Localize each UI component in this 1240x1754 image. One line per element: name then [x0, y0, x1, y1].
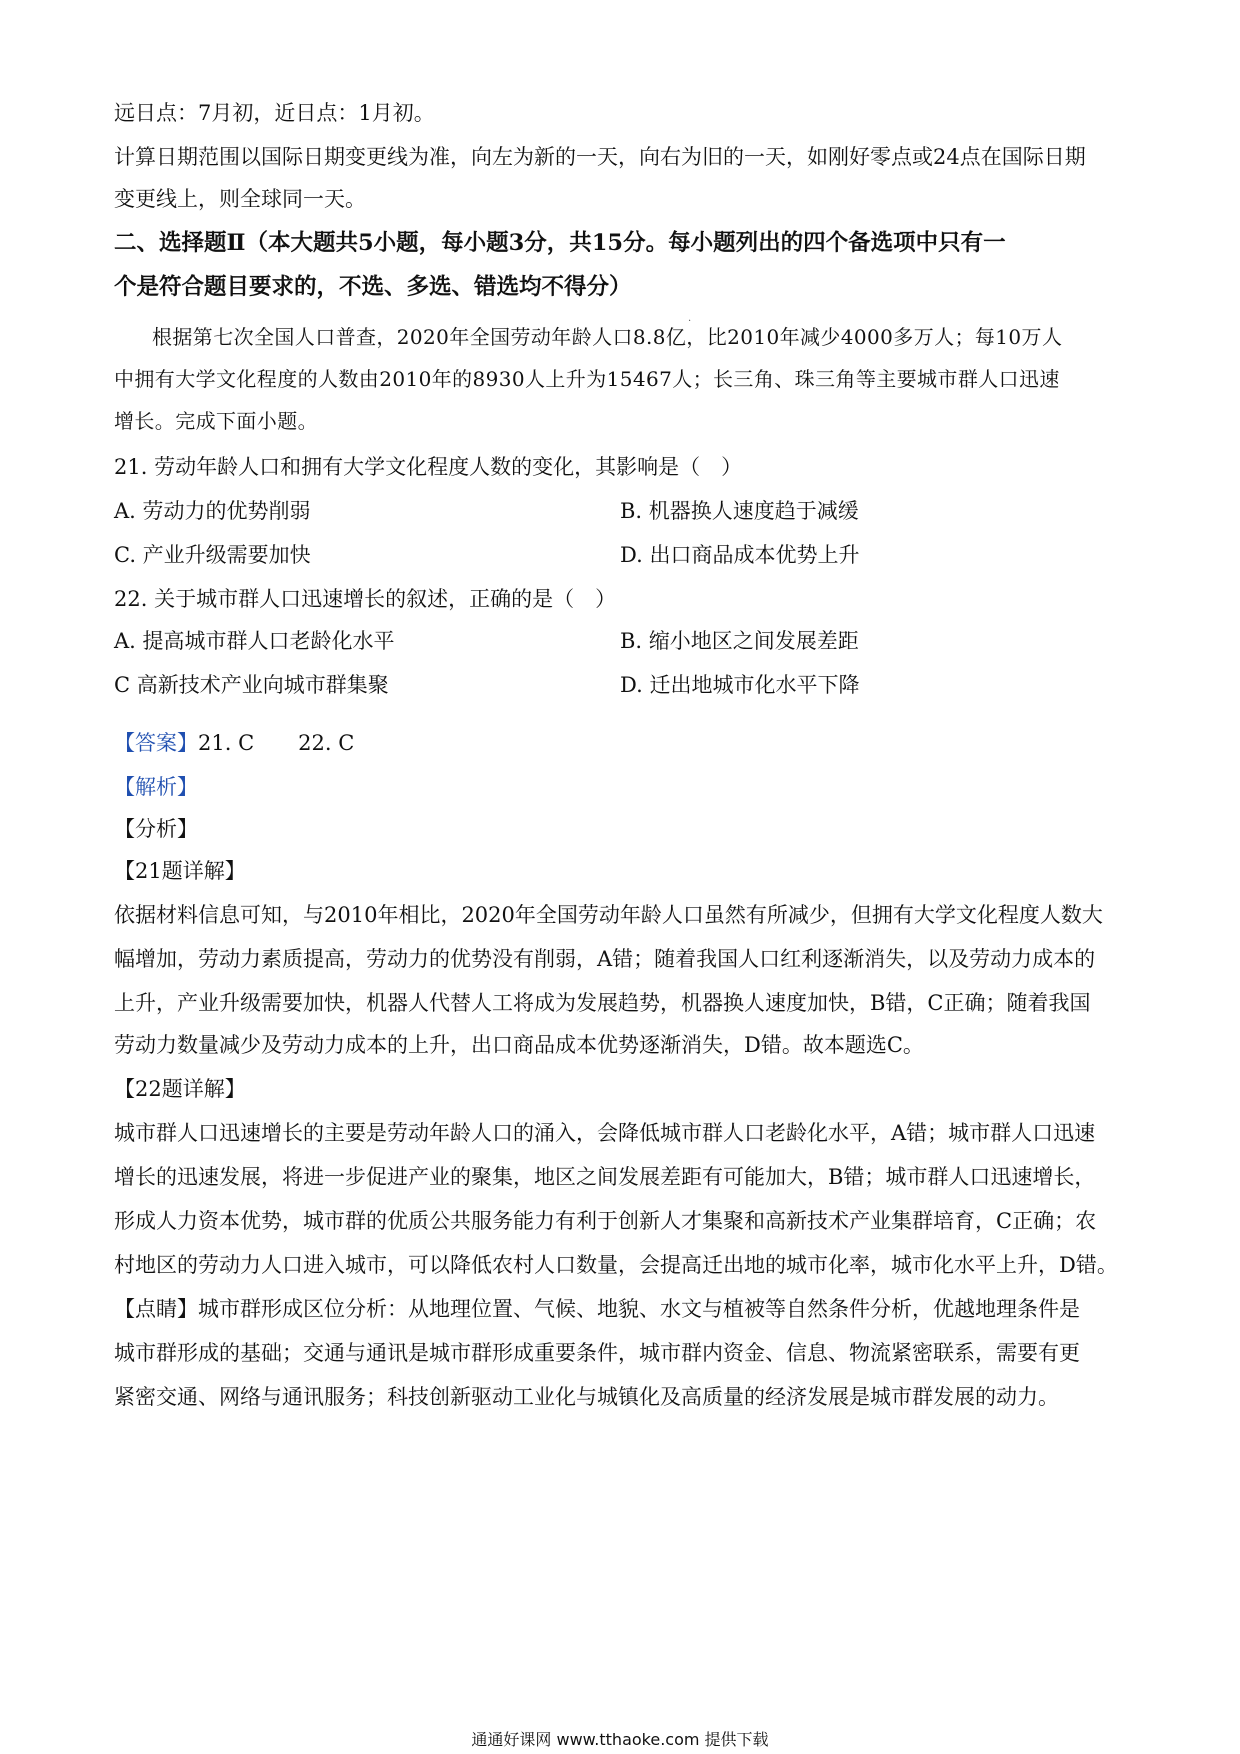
detail-22-text: 村地区的劳动力人口进入城市，可以降低农村人口数量，会提高迁出地的城市化率，城市化水平上升，D错。 [114, 1253, 1118, 1277]
detail-21-text: 劳动力数量减少及劳动力成本的上升，出口商品成本优势逐渐消失，D错。故本题选C。 [114, 1033, 924, 1057]
answer-21: 21. C [198, 731, 255, 755]
option-a: A. 劳动力的优势削弱 [114, 499, 311, 523]
material-text: 根据第七次全国人口普查，2020年全国劳动年龄人口8.8亿，比2010年减少4000多万人；每10万人 [152, 325, 1063, 349]
option-d: D. 出口商品成本优势上升 [620, 543, 860, 567]
option-d: D. 迁出地城市化水平下降 [620, 673, 860, 697]
dianjing-text: 城市群形成区位分析：从地理位置、气候、地貌、水文与植被等自然条件分析，优越地理条件是 [198, 1297, 1080, 1321]
detail-21-title: 【21题详解】 [114, 859, 246, 883]
fenxi-label: 【分析】 [114, 817, 198, 841]
option-b: B. 机器换人速度趋于减缓 [620, 499, 859, 523]
answer-line [114, 728, 1134, 758]
option-c: C. 产业升级需要加快 [114, 543, 311, 567]
detail-22-title: 【22题详解】 [114, 1077, 246, 1101]
dianjing-text: 紧密交通、网络与通讯服务；科技创新驱动工业化与城镇化及高质量的经济发展是城市群发展的动力。 [114, 1385, 1059, 1409]
stray-mark: . [688, 313, 692, 324]
detail-21-text: 幅增加，劳动力素质提高，劳动力的优势没有削弱，A错；随着我国人口红利逐渐消失，以及劳动力成本的 [114, 947, 1096, 971]
question-stem: 21. 劳动年龄人口和拥有大学文化程度人数的变化，其影响是（ ） [114, 455, 743, 479]
detail-22-text: 增长的迅速发展，将进一步促进产业的聚集，地区之间发展差距有可能加大，B错；城市群人口迅速增长， [114, 1165, 1096, 1189]
dianjing-label: 【点睛】 [114, 1297, 198, 1321]
text-line: 计算日期范围以国际日期变更线为准，向左为新的一天，向右为旧的一天，如刚好零点或24点在国际日期 [114, 145, 1086, 169]
detail-21-text: 上升，产业升级需要加快，机器人代替人工将成为发展趋势，机器换人速度加快，B错，C正确；随着我国 [114, 991, 1091, 1015]
option-c: C 高新技术产业向城市群集聚 [114, 673, 389, 697]
material-text: 增长。完成下面小题。 [114, 409, 318, 433]
dianjing-text: 城市群形成的基础；交通与通讯是城市群形成重要条件，城市群内资金、信息、物流紧密联系，需要有更 [114, 1341, 1080, 1365]
dianjing-line [114, 1294, 1134, 1324]
analysis-label: 【解析】 [114, 775, 198, 799]
detail-22-text: 形成人力资本优势，城市群的优质公共服务能力有利于创新人才集聚和高新技术产业集群培育，C正确；农 [114, 1209, 1097, 1233]
detail-21-text: 依据材料信息可知，与2010年相比，2020年全国劳动年龄人口虽然有所减少，但拥有大学文化程度人数大 [114, 903, 1103, 927]
page-footer: 通通好课网 www.tthaoke.com 提供下载 [471, 1730, 769, 1749]
section-title: 二、选择题Ⅱ（本大题共5小题，每小题3分，共15分。每小题列出的四个备选项中只有一 [114, 230, 1006, 256]
answer-label: 【答案】 [114, 731, 198, 755]
text-line: 变更线上，则全球同一天。 [114, 187, 366, 211]
section-title-cont: 个是符合题目要求的，不选、多选、错选均不得分） [114, 274, 632, 300]
question-stem: 22. 关于城市群人口迅速增长的叙述，正确的是（ ） [114, 587, 617, 611]
text-line: 远日点：7月初，近日点：1月初。 [114, 101, 435, 125]
answer-22: 22. C [298, 731, 355, 755]
detail-22-text: 城市群人口迅速增长的主要是劳动年龄人口的涌入，会降低城市群人口老龄化水平，A错；城市群人口迅速 [114, 1121, 1096, 1145]
option-a: A. 提高城市群人口老龄化水平 [114, 629, 395, 653]
option-b: B. 缩小地区之间发展差距 [620, 629, 859, 653]
material-text: 中拥有大学文化程度的人数由2010年的8930人上升为15467人；长三角、珠三角等主要城市群人口迅速 [114, 367, 1060, 391]
